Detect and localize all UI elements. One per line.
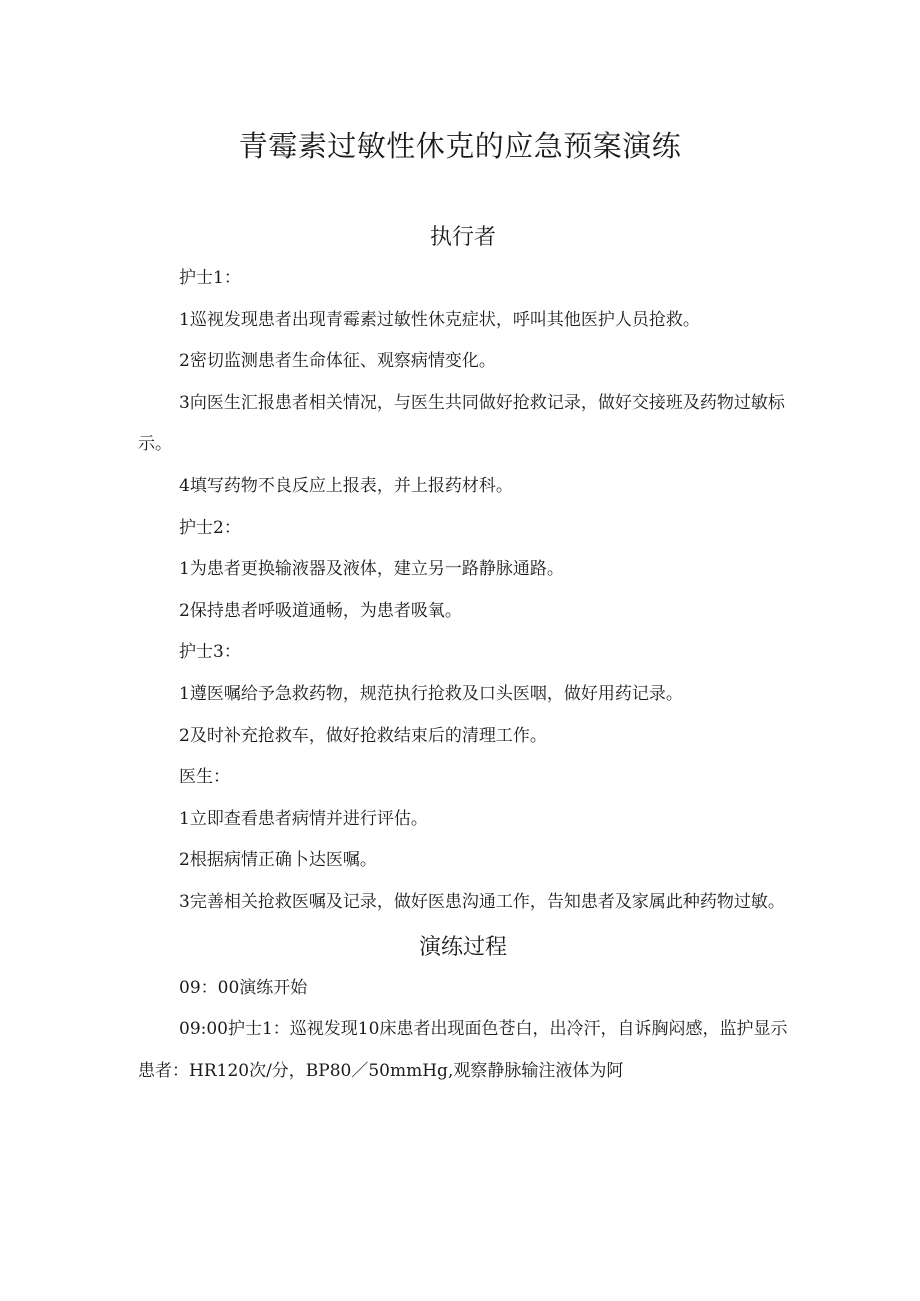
paragraph: 1遵医嘱给予急救药物，规范执行抢救及口头医咽，做好用药记录。 xyxy=(179,683,683,704)
paragraph: 2及时补充抢救车，做好抢救结束后的清理工作。 xyxy=(179,725,547,746)
paragraph: 1巡视发现患者出现青霉素过敏性休克症状，呼叫其他医护人员抢救。 xyxy=(179,309,700,330)
paragraph: 4填写药物不良反应上报表，并上报药材科。 xyxy=(179,475,513,496)
document-body xyxy=(138,218,788,1092)
role-label-doctor: 医生： xyxy=(179,767,230,788)
section-heading-drill-process: 演练过程 xyxy=(418,934,507,960)
timeline-entry: 09:00护士1：巡视发现10床患者出现面色苍白，出冷汗，自诉胸闷感，监护显示患者：HR120次/分，BP80／50mmHg,观察静脉输注液体为阿 xyxy=(138,1019,788,1081)
document-title: 青霉素过敏性休克的应急预案演练 xyxy=(238,129,682,163)
paragraph: 2密切监测患者生命体征、观察病情变化。 xyxy=(179,351,496,372)
role-label-nurse-3: 护士3： xyxy=(179,642,241,663)
paragraph: 1立即查看患者病情并进行评估。 xyxy=(179,808,428,829)
timeline-entry: 09：00演练开始 xyxy=(179,977,308,998)
paragraph: 2根据病情正确卜达医嘱。 xyxy=(179,850,377,871)
section-heading-executors: 执行者 xyxy=(429,225,496,250)
paragraph: 3完善相关抢救医嘱及记录，做好医患沟通工作，告知患者及家属此种药物过敏。 xyxy=(179,891,785,912)
paragraph: 2保持患者呼吸道通畅，为患者吸氧。 xyxy=(179,600,462,621)
role-label-nurse-2: 护士2： xyxy=(179,517,241,538)
paragraph: 1为患者更换输液器及液体，建立另一路静脉通路。 xyxy=(179,559,564,580)
paragraph: 3向医生汇报患者相关情况，与医生共同做好抢救记录，做好交接班及药物过敏标示。 xyxy=(138,392,785,455)
role-label-nurse-1: 护士1： xyxy=(179,268,241,288)
